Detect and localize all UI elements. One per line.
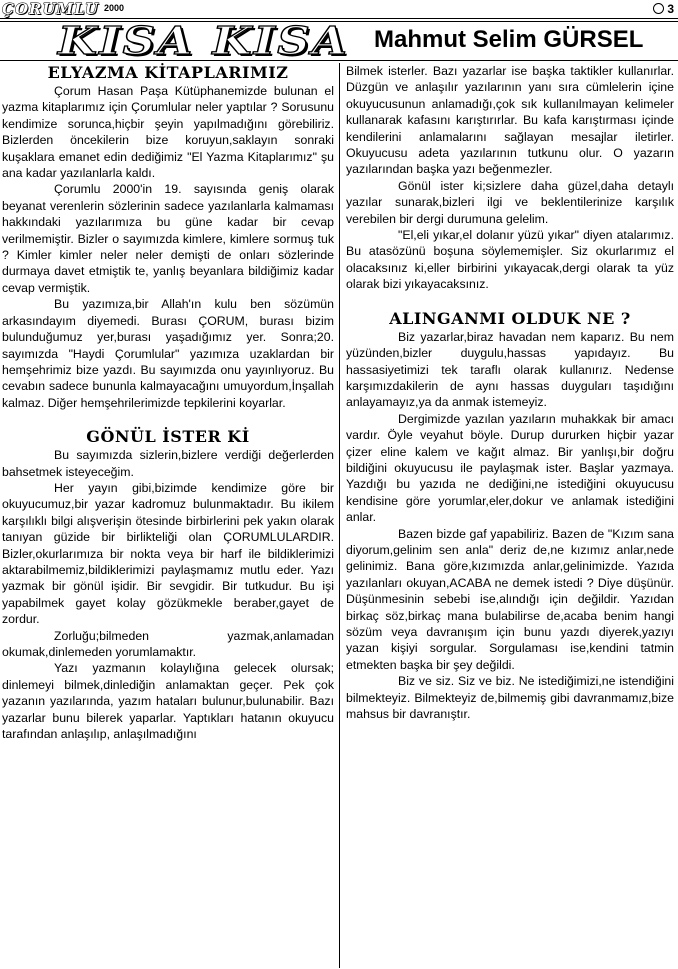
- article-paragraph: Bilmek isterler. Bazı yazarlar ise başka taktikler kullanırlar. Düzgün ve anlaşılır yazılarının yanı sıra cümlelerin içine okuyucusunun anlamadığı,çok sık kullanılmayan kelimeler kullanarak kafasını karıştırırlar. Bu kafa karıştırması içinde kendilerini anlamalarını sağlayan mesajlar iletirler. Okuyucusu adeta yazılarının tutkunu olur. O yazarın yazılarından başka yazı beğenmezler.: [346, 64, 674, 177]
- article-paragraph: Çorumlu 2000'in 19. sayısında geniş olarak beyanat verenlerin sözlerinin sadece yazılanlarla kalmaması hakkındaki yazılarımıza bu güne kadar bir cevap verilmemiştir. Bizler o sayımızda kimlere, kimlere sormuş tuk ? Kimler kimler neler neler demişti de onları sözlerinde durmaya davet etmiştik te, yanlış beyanlara bildiğimiz kadar cevap vermiştik.: [2, 182, 334, 295]
- section-title: KISA KISA: [58, 18, 350, 63]
- article-paragraph: Çorum Hasan Paşa Kütüphanemizde bulunan el yazma kitaplarımız için Çorumlular neler yaptılar ? Sorusunu kendimize sorunca,hiçbir şeyin yapılmadığını görebiliriz. Bizlerden öncekilerin bize koruyun,saklayın sonraki kuşaklara emanet edin dediğimiz "El Yazma Kitaplarımız" şu ana kadar yazılanlarla kaldı.: [2, 84, 334, 181]
- article-heading: ELYAZMA KİTAPLARIMIZ: [47, 63, 289, 82]
- newspaper-logo: ÇORUMLU: [2, 0, 99, 18]
- issue-label: 2000: [104, 3, 125, 13]
- article-paragraph: Yazı yazmanın kolaylığına gelecek olursak; dinlemeyi bilmek,dinlediğin anlamaktan geçer. Pek çok yazanın yazılarında, yazım hataları bulunur,bulunabilir. Bazı yazarlar bunu bilerek yaparlar. Yaptıkları hatanın okuyucu tarafından anlaşılıp, anlaşılmadığını: [2, 661, 334, 742]
- article-paragraph: Bu sayımızda sizlerin,bizlere verdiği değerlerden bahsetmek isteyeceğim.: [2, 448, 334, 479]
- article-paragraph: Bu yazımıza,bir Allah'ın kulu ben sözümün arkasındayım diyemedi. Burası ÇORUM, burası bizim bulunduğumuz yer,burası yaşadığımız yer. Sonra;20. sayımızda "Haydi Çorumlular" yazımıza uzaklardan bir hemşehrimiz bize yazdı. Bu sayımızda onu yayınlıyoruz. Bu cevabın sadece bununla kalmayacağını umuyordum,İnşallah kalmaz. Diğer hemşehrilerimizde tepkilerini koyarlar.: [2, 297, 334, 410]
- page-marker-icon: [653, 3, 664, 14]
- left-column: [2, 63, 334, 742]
- author-name: Mahmut Selim GÜRSEL: [374, 26, 644, 53]
- article-paragraph: Zorluğu;bilmeden yazmak,anlamadan okumak,dinlemeden yorumlamaktır.: [2, 628, 334, 659]
- article-heading: ALINGANMI OLDUK NE ?: [389, 308, 631, 328]
- article-paragraph: Bazen bizde gaf yapabiliriz. Bazen de "Kızım sana diyorum,gelinim sen anla" deriz de,ne kızımız anlar,nede gelinimiz. Bana göre,kızımızda anlar,gelinimizde. Yazıda yazılanları okuyan,ACABA ne demek istedi ? Diye düşünür. Düşünmesinin sebebi ise,alındığı için değildir. Yazıdan birkaç söz,birkaç mana bulabilirse de,acaba benim hangi sözüm veya davranışım için bunu yazdı diyerek,yazıyı yazan kişiyi sorgular. Sorgulaması ise,kendini tatmin etmekten başka bir şey değildi.: [346, 526, 674, 672]
- masthead-rule: [0, 60, 678, 61]
- article-paragraph: "El,eli yıkar,el dolanır yüzü yıkar" diyen atalarımız. Bu atasözünü boşuna söylememişler. Siz okurlarımız el olacaksınız ki,eller birbirini yıkayacak,dergi olarak ta yüz olarak bizi yıkayacaksınız.: [346, 228, 674, 292]
- article-paragraph: Dergimizde yazılan yazıların muhakkak bir amacı vardır. Öyle veyahut böyle. Durup dururken hiçbir yazar çizer eline kalem ve kağıt almaz. Bir yanlışı,bir doğru bildiğini okuyucusu ile paylaşmak ister. Başlar yazmaya. Yazdığı bu yazıda ne dediğini,ne istediğini okuyucusu kendisine göre yorumlar,eler,dokur ve anlamak istediğini anlar.: [346, 411, 674, 525]
- article-heading: GÖNÜL İSTER Kİ: [86, 427, 250, 447]
- page-number: 3: [667, 2, 674, 16]
- article-paragraph: Gönül ister ki;sizlere daha güzel,daha detaylı yazılar sunarak,bizleri ilgi ve beklentilerinize karşılık verebilen bir dergi durumuna gelelim.: [346, 178, 674, 226]
- article-paragraph: Biz yazarlar,biraz havadan nem kaparız. Bu nem yüzünden,bizler duygulu,hassas yapıdayız. Bu hassasiyetimizi tek taraflı olarak kullanırız. Nedense karşımızdakilerin de aynı hassas duyguları taşıdığını anlayamayız,ya da anmak istemeyiz.: [346, 329, 674, 410]
- column-divider: [339, 63, 340, 968]
- right-column: [346, 63, 674, 722]
- article-paragraph: Her yayın gibi,bizimde kendimize göre bir okuyucumuz,bir yazar kadromuz bulunmaktadır. Bu ikilem karşılıklı bilgi alışverişin ötesinde birbirlerini pek yakın olarak tanıyan güzide bir birlikteliği olan ÇORUMLULARDIR. Bizler,okurlarımıza bir nokta veya bir harf ile bildiklerimizi aktarabilmemiz,bildiklerimizi paylaşmamız mutlu eder. Yazı yazmak bir gönül işidir. Bir sevgidir. Bir tutkudur. Bu işi yapabilmek gayet kolay gözükmekle beraber,gayet de zordur.: [2, 480, 334, 627]
- article-paragraph: Biz ve siz. Siz ve biz. Ne istediğimizi,ne istendiğini bilmekteyiz. Bilmekteyiz de,bilmemiş gibi davranmamız,bize mahsus bir davranıştır.: [346, 674, 674, 722]
